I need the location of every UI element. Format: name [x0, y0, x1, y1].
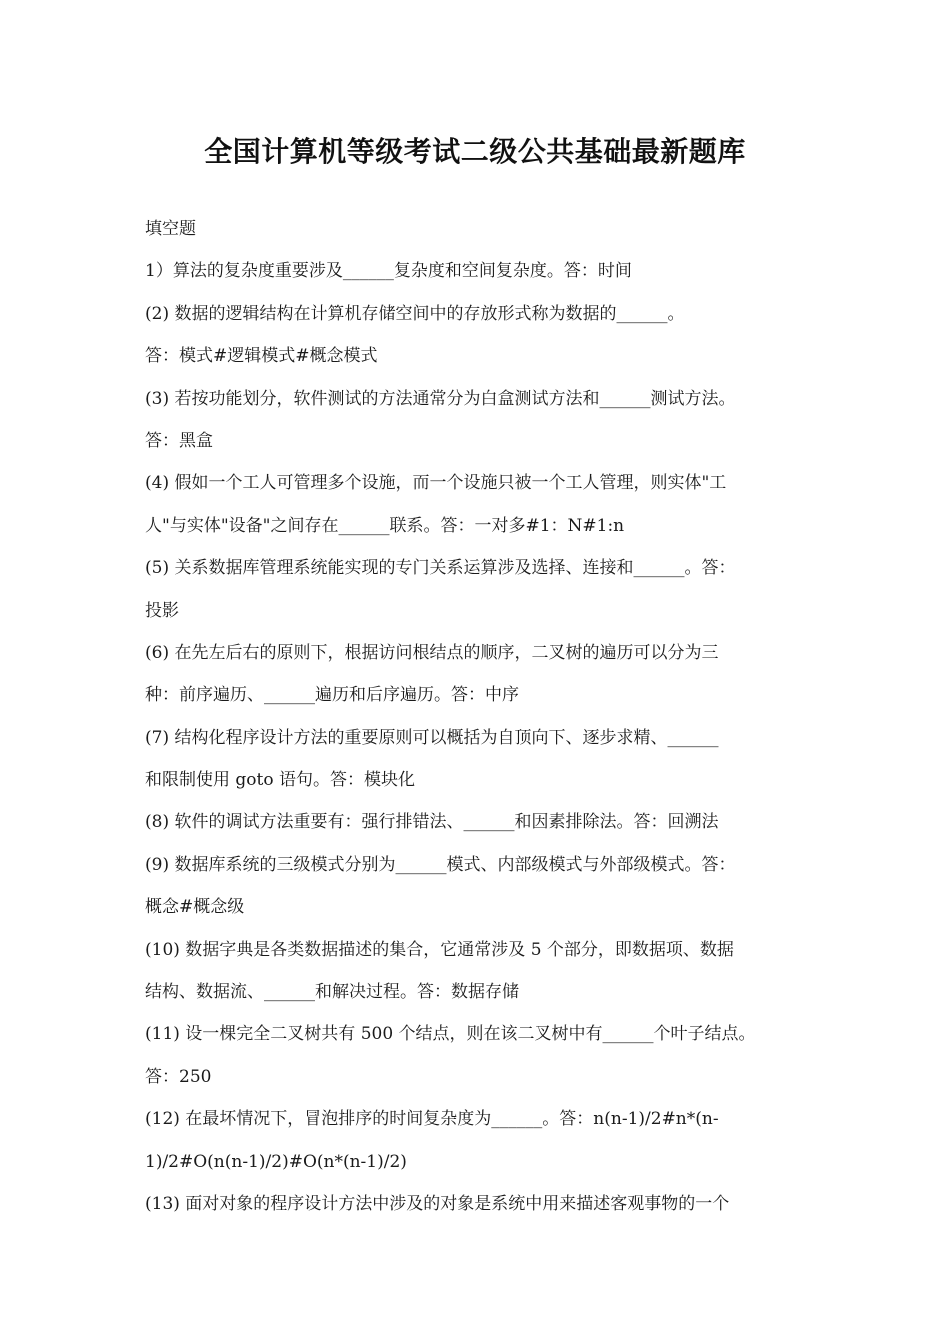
text-line: 种：前序遍历、______遍历和后序遍历。答：中序 [145, 685, 519, 706]
text-line: 结构、数据流、______和解决过程。答：数据存储 [145, 982, 519, 1003]
text-line: (6) 在先左后右的原则下，根据访问根结点的顺序，二叉树的遍历可以分为三 [145, 642, 719, 663]
text-line: 答：黑盒 [145, 430, 213, 451]
text-line: 1)/2#O(n(n-1)/2)#O(n*(n-1)/2) [145, 1151, 407, 1172]
document-title: 全国计算机等级考试二级公共基础最新题库 [204, 135, 746, 168]
text-line: 和限制使用 goto 语句。答：模块化 [145, 770, 415, 791]
text-line: (12) 在最坏情况下，冒泡排序的时间复杂度为______。答：n(n-1)/2#n*(n- [145, 1109, 719, 1130]
text-line: (8) 软件的调试方法重要有：强行排错法、______和因素排除法。答：回溯法 [145, 812, 719, 833]
document-body [145, 214, 815, 1231]
text-line: 投影 [145, 600, 179, 621]
text-line: (10) 数据字典是各类数据描述的集合，它通常涉及 5 个部分，即数据项、数据 [145, 939, 734, 960]
text-line: 概念#概念级 [145, 897, 245, 918]
text-line: (3) 若按功能划分，软件测试的方法通常分为白盒测试方法和______测试方法。 [145, 388, 736, 409]
text-line: (2) 数据的逻辑结构在计算机存储空间中的存放形式称为数据的______。 [145, 303, 685, 324]
text-line: (13) 面对对象的程序设计方法中涉及的对象是系统中用来描述客观事物的一个 [145, 1193, 730, 1214]
text-line: (7) 结构化程序设计方法的重要原则可以概括为自顶向下、逐步求精、______ [145, 727, 719, 748]
text-line: 答：250 [145, 1066, 212, 1087]
text-line: 1）算法的复杂度重要涉及______复杂度和空间复杂度。答：时间 [145, 261, 632, 282]
text-line: (5) 关系数据库管理系统能实现的专门关系运算涉及选择、连接和______。答： [145, 558, 736, 579]
text-line: 答：模式#逻辑模式#概念模式 [145, 346, 378, 367]
section-heading: 填空题 [145, 219, 196, 239]
text-line: (11) 设一棵完全二叉树共有 500 个结点，则在该二叉树中有______个叶子结点。 [145, 1024, 756, 1045]
text-line: (9) 数据库系统的三级模式分别为______模式、内部级模式与外部级模式。答： [145, 854, 736, 875]
text-line: 人"与实体"设备"之间存在______联系。答：一对多#1：N#1:n [145, 515, 625, 536]
text-line: (4) 假如一个工人可管理多个设施，而一个设施只被一个工人管理，则实体"工 [145, 473, 727, 494]
